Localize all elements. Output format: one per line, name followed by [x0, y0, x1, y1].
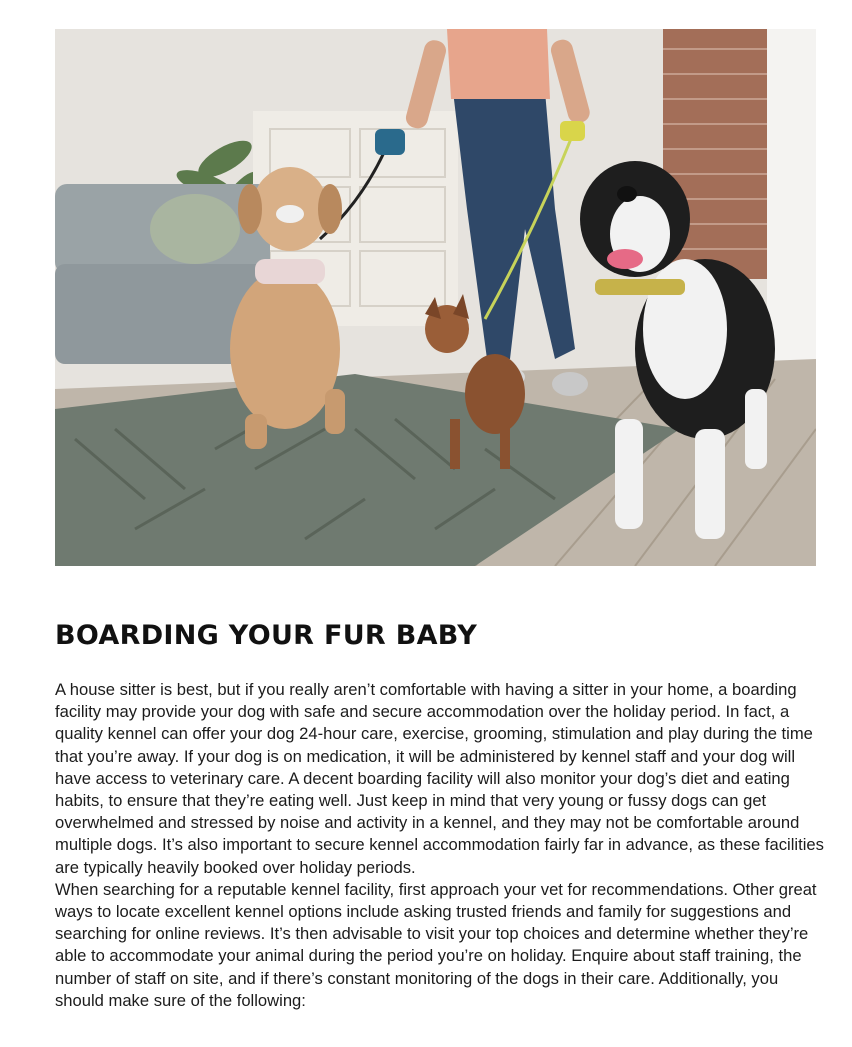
article-heading: BOARDING YOUR FUR BABY: [55, 620, 478, 651]
hero-photo: [55, 29, 816, 566]
hero-illustration: [55, 29, 816, 566]
article-paragraph: When searching for a reputable kennel facility, first approach your vet for recommendations. Other great ways to locate excellent kennel options include asking trusted friends and family for suggestions and searching for online reviews. It’s then advisable to visit your top choices and determine whether they’re able to accommodate your animal during the period you’re on holiday. Enquire about staff training, the number of staff on site, and if there’s constant monitoring of the dogs in their care. Additionally, you should make sure of the following:: [55, 879, 817, 1010]
article-paragraph: A house sitter is best, but if you really aren’t comfortable with having a sitter in your home, a boarding facility may provide your dog with safe and secure accommodation over the holiday period. In fact, a quality kennel can offer your dog 24-hour care, exercise, grooming, stimulation and play during the time that you’re away. If your dog is on medication, it will be administered by kennel staff and your dog will have access to veterinary care. A decent boarding facility will also monitor your dog’s diet and eating habits, to ensure that they’re eating well. Just keep in mind that very young or fussy dogs can get overwhelmed and stressed by noise and activity in a kennel, and they may not be comfortable around multiple dogs. It’s also important to secure kennel accommodation fairly far in advance, as these facilities are typically heavily booked over holiday periods.: [55, 680, 824, 877]
article-body: [55, 679, 825, 1012]
